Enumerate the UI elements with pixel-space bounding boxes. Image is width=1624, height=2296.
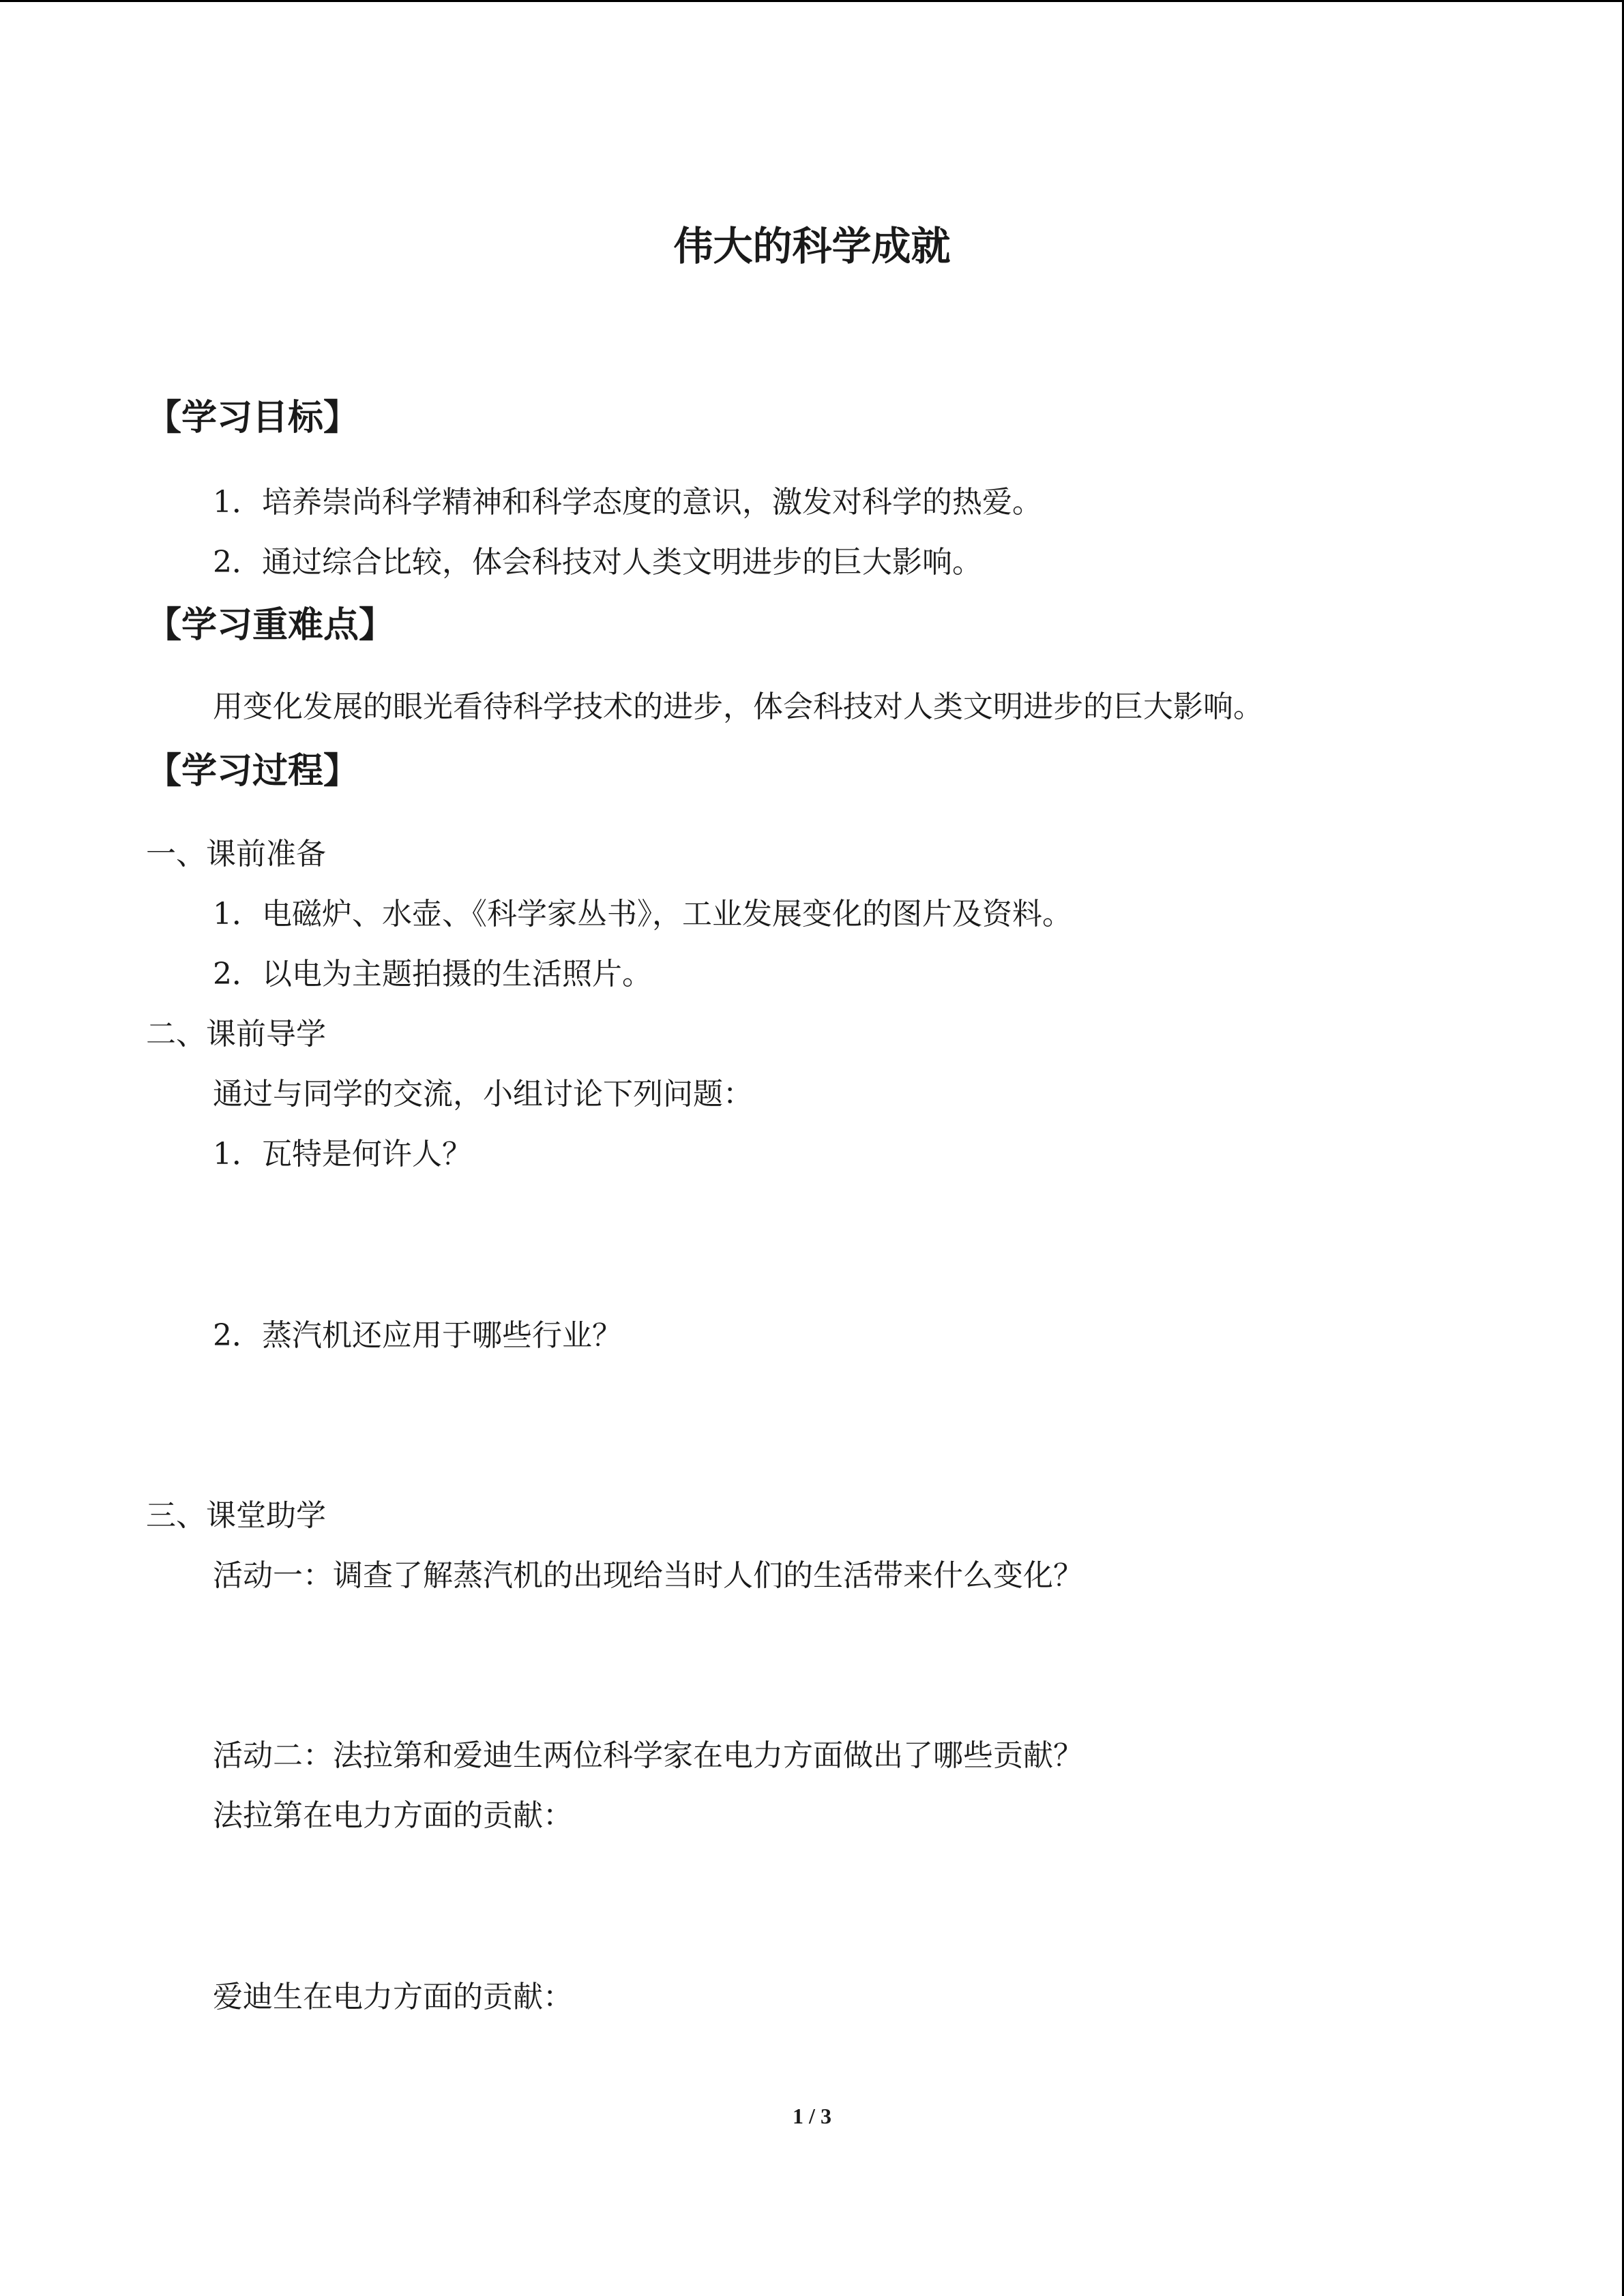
heading-objectives: 【学习目标】 bbox=[146, 398, 359, 438]
activity-1: 活动一：调查了解蒸汽机的出现给当时人们的生活带来什么变化？ bbox=[213, 1558, 1083, 1593]
heading-key-points: 【学习重难点】 bbox=[146, 605, 395, 646]
page-number: 1 / 3 bbox=[793, 2104, 831, 2128]
part1-item-1: 1．电磁炉、水壶、《科学家丛书》，工业发展变化的图片及资料。 bbox=[213, 897, 1072, 931]
part1-item-2: 2．以电为主题拍摄的生活照片。 bbox=[213, 957, 652, 992]
key-points-text: 用变化发展的眼光看待科学技术的进步，体会科技对人类文明进步的巨大影响。 bbox=[213, 689, 1263, 724]
part2-intro: 通过与同学的交流，小组讨论下列问题： bbox=[213, 1077, 753, 1112]
faraday-contribution-label: 法拉第在电力方面的贡献： bbox=[213, 1798, 573, 1833]
objective-item-2: 2．通过综合比较，体会科技对人类文明进步的巨大影响。 bbox=[213, 545, 982, 580]
document-title: 伟大的科学成就 bbox=[673, 223, 951, 269]
objective-item-1: 1．培养崇尚科学精神和科学态度的意识，激发对科学的热爱。 bbox=[213, 485, 1042, 520]
activity-2: 活动二：法拉第和爱迪生两位科学家在电力方面做出了哪些贡献？ bbox=[213, 1738, 1083, 1773]
part2-title: 二、课前导学 bbox=[146, 1017, 326, 1052]
part1-title: 一、课前准备 bbox=[146, 837, 326, 871]
part3-title: 三、课堂助学 bbox=[146, 1498, 326, 1533]
edison-contribution-label: 爱迪生在电力方面的贡献： bbox=[213, 1980, 573, 2014]
heading-process: 【学习过程】 bbox=[146, 751, 359, 792]
part2-question-1: 1．瓦特是何许人？ bbox=[213, 1137, 472, 1172]
part2-question-2: 2．蒸汽机还应用于哪些行业？ bbox=[213, 1318, 622, 1353]
